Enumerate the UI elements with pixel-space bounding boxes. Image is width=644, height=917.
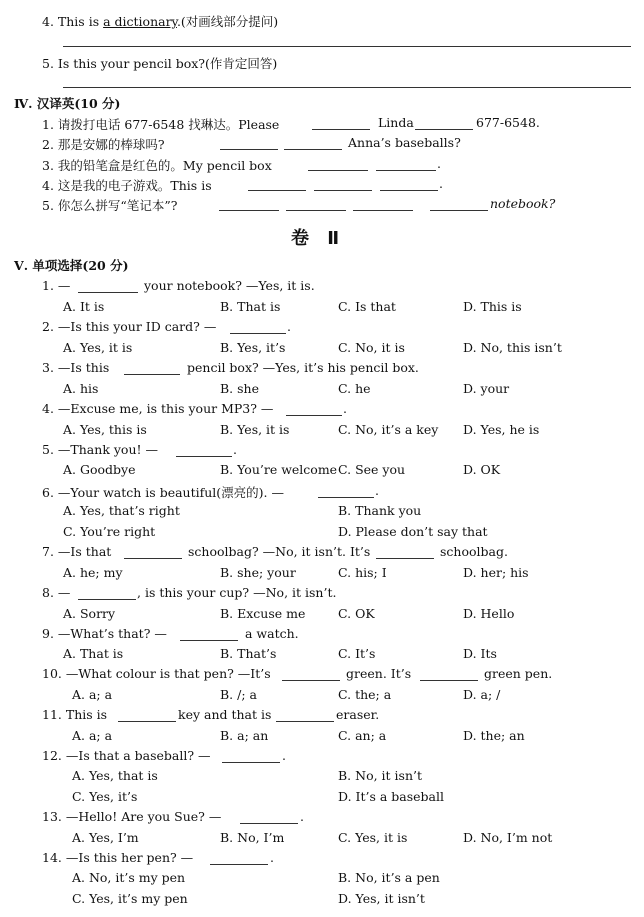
volume-title: 卷 Ⅱ (291, 228, 346, 249)
option-d[interactable]: D. your (463, 381, 510, 396)
blank (420, 680, 478, 681)
item-text: Anna’s baseballs? (348, 135, 461, 150)
question-7: 7. —Is that (42, 544, 112, 559)
translation-item-1: 1. 请拨打电话 677-6548 找琳达。Please (42, 117, 280, 132)
question-stem: . (375, 483, 379, 498)
question-10: 10. —What colour is that pen? —It’s (42, 666, 271, 681)
option-a[interactable]: A. Yes, that’s right (63, 503, 180, 518)
translation-item-2: 2. 那是安娜的棒球吗? (42, 137, 165, 152)
blank (318, 497, 374, 498)
option-d[interactable]: D. a; / (463, 687, 501, 702)
question-stem: green pen. (484, 666, 553, 681)
option-c[interactable]: C. No, it’s a key (338, 422, 439, 437)
blank (380, 190, 438, 191)
blank (78, 292, 138, 293)
blank (286, 415, 342, 416)
blank (282, 680, 340, 681)
question-stem: eraser. (336, 707, 380, 722)
option-a[interactable]: A. It is (63, 299, 105, 314)
option-b[interactable]: B. You’re welcome (220, 462, 338, 477)
option-b[interactable]: B. No, I’m (220, 830, 285, 845)
blank (222, 762, 280, 763)
answer-line (63, 46, 631, 47)
question-3: 3. —Is this (42, 360, 110, 375)
option-c[interactable]: C. Yes, it’s my pen (72, 891, 188, 906)
option-b[interactable]: B. Yes, it is (220, 422, 290, 437)
option-c[interactable]: C. Yes, it is (338, 830, 408, 845)
question-4-choice: 4. —Excuse me, is this your MP3? — (42, 401, 274, 416)
option-b[interactable]: B. Thank you (338, 503, 422, 518)
item-text: . (437, 156, 441, 171)
option-a[interactable]: A. a; a (72, 728, 113, 743)
blank (78, 599, 136, 600)
option-c[interactable]: C. his; I (338, 565, 387, 580)
option-d[interactable]: D. Yes, he is (463, 422, 540, 437)
item-text: Linda (378, 115, 414, 130)
question-stem: your notebook? —Yes, it is. (144, 278, 315, 293)
option-d[interactable]: D. Please don’t say that (338, 524, 488, 539)
option-b[interactable]: B. No, it isn’t (338, 768, 422, 783)
blank (124, 558, 182, 559)
question-stem: . (270, 850, 274, 865)
option-c[interactable]: C. See you (338, 462, 406, 477)
option-d[interactable]: D. No, this isn’t (463, 340, 562, 355)
question-13: 13. —Hello! Are you Sue? — (42, 809, 222, 824)
option-a[interactable]: A. Yes, this is (63, 422, 147, 437)
option-d[interactable]: D. the; an (463, 728, 525, 743)
question-stem: green. It’s (346, 666, 412, 681)
option-a[interactable]: A. That is (63, 646, 124, 661)
option-d[interactable]: D. No, I’m not (463, 830, 553, 845)
answer-line (63, 87, 631, 88)
blank (284, 149, 342, 150)
blank (240, 823, 298, 824)
option-a[interactable]: A. his (63, 381, 99, 396)
option-b[interactable]: B. she; your (220, 565, 296, 580)
section-heading: Ⅴ. 单项选择(20 分) (14, 258, 129, 273)
option-b[interactable]: B. a; an (220, 728, 269, 743)
option-c[interactable]: C. Is that (338, 299, 396, 314)
section-heading: Ⅳ. 汉译英(10 分) (14, 96, 121, 111)
option-b[interactable]: B. Yes, it’s (220, 340, 286, 355)
blank (210, 864, 268, 865)
question-1: 1. — (42, 278, 71, 293)
translation-item-5: 5. 你怎么拼写“笔记本”? (42, 198, 178, 213)
option-a[interactable]: A. Yes, that is (72, 768, 158, 783)
question-6: 6. —Your watch is beautiful(漂亮的). — (42, 485, 284, 500)
option-a[interactable]: A. a; a (72, 687, 113, 702)
question-stem: pencil box? —Yes, it’s his pencil box. (187, 360, 419, 375)
option-b[interactable]: B. Excuse me (220, 606, 306, 621)
option-b[interactable]: B. That is (220, 299, 281, 314)
option-c[interactable]: C. It’s (338, 646, 376, 661)
option-d[interactable]: D. It’s a baseball (338, 789, 444, 804)
question-stem: , is this your cup? —No, it isn’t. (137, 585, 337, 600)
blank (124, 374, 180, 375)
blank (118, 721, 176, 722)
question-5-choice: 5. —Thank you! — (42, 442, 158, 457)
option-c[interactable]: C. an; a (338, 728, 387, 743)
question-9: 9. —What’s that? — (42, 626, 167, 641)
question-stem: . (233, 442, 237, 457)
instruction: .(对画线部分提问) (176, 14, 279, 29)
option-d[interactable]: D. her; his (463, 565, 529, 580)
option-a[interactable]: A. Yes, I’m (72, 830, 139, 845)
blank (176, 456, 232, 457)
blank (180, 640, 238, 641)
item-text: . (439, 176, 443, 191)
option-b[interactable]: B. /; a (220, 687, 257, 702)
blank (376, 170, 436, 171)
underlined-phrase: a dictionary (103, 14, 177, 29)
translation-item-4: 4. 这是我的电子游戏。This is (42, 178, 212, 193)
option-d[interactable]: D. Yes, it isn’t (338, 891, 425, 906)
option-c[interactable]: C. You’re right (63, 524, 156, 539)
option-c[interactable]: C. No, it is (338, 340, 405, 355)
blank (220, 149, 278, 150)
question-11: 11. This is (42, 707, 108, 722)
question-2: 2. —Is this your ID card? — (42, 319, 217, 334)
option-c[interactable]: C. the; a (338, 687, 392, 702)
option-a[interactable]: A. Sorry (63, 606, 116, 621)
question-number: 5. (42, 56, 54, 71)
blank (415, 129, 473, 130)
item-text: notebook? (490, 196, 556, 211)
option-a[interactable]: A. he; my (63, 565, 123, 580)
question-14: 14. —Is this her pen? — (42, 850, 194, 865)
question-stem: a watch. (245, 626, 299, 641)
option-d[interactable]: D. Its (463, 646, 497, 661)
option-c[interactable]: C. he (338, 381, 371, 396)
option-c[interactable]: C. Yes, it’s (72, 789, 138, 804)
question-stem: key and that is (178, 707, 272, 722)
option-a[interactable]: A. Yes, it is (63, 340, 133, 355)
option-d[interactable]: D. This is (463, 299, 522, 314)
option-a[interactable]: A. No, it’s my pen (72, 870, 186, 885)
question-4 (42, 12, 278, 30)
question-8: 8. — (42, 585, 71, 600)
blank (314, 190, 372, 191)
option-b[interactable]: B. That’s (220, 646, 277, 661)
question-text: Is this your pencil box?(作肯定回答) (57, 56, 278, 71)
option-d[interactable]: D. OK (463, 462, 501, 477)
question-stem: schoolbag. (440, 544, 508, 559)
question-text: This is (57, 14, 104, 29)
question-stem: schoolbag? —No, it isn’t. It’s (188, 544, 371, 559)
blank (376, 558, 434, 559)
translation-item-3: 3. 我的铅笔盒是红色的。My pencil box (42, 158, 272, 173)
blank (312, 129, 370, 130)
question-stem: . (282, 748, 286, 763)
blank (353, 210, 413, 211)
item-text: 677-6548. (476, 115, 540, 130)
question-number: 4. (42, 14, 54, 29)
option-b[interactable]: B. No, it’s a pen (338, 870, 440, 885)
question-stem: . (343, 401, 347, 416)
blank (286, 210, 346, 211)
blank (430, 210, 488, 211)
question-stem: . (300, 809, 304, 824)
blank (308, 170, 368, 171)
blank (219, 210, 279, 211)
question-5 (42, 54, 277, 72)
option-a[interactable]: A. Goodbye (63, 462, 136, 477)
option-d[interactable]: D. Hello (463, 606, 515, 621)
option-c[interactable]: C. OK (338, 606, 375, 621)
question-12: 12. —Is that a baseball? — (42, 748, 211, 763)
blank (276, 721, 334, 722)
option-b[interactable]: B. she (220, 381, 259, 396)
question-stem: . (287, 319, 291, 334)
blank (248, 190, 306, 191)
blank (230, 333, 286, 334)
